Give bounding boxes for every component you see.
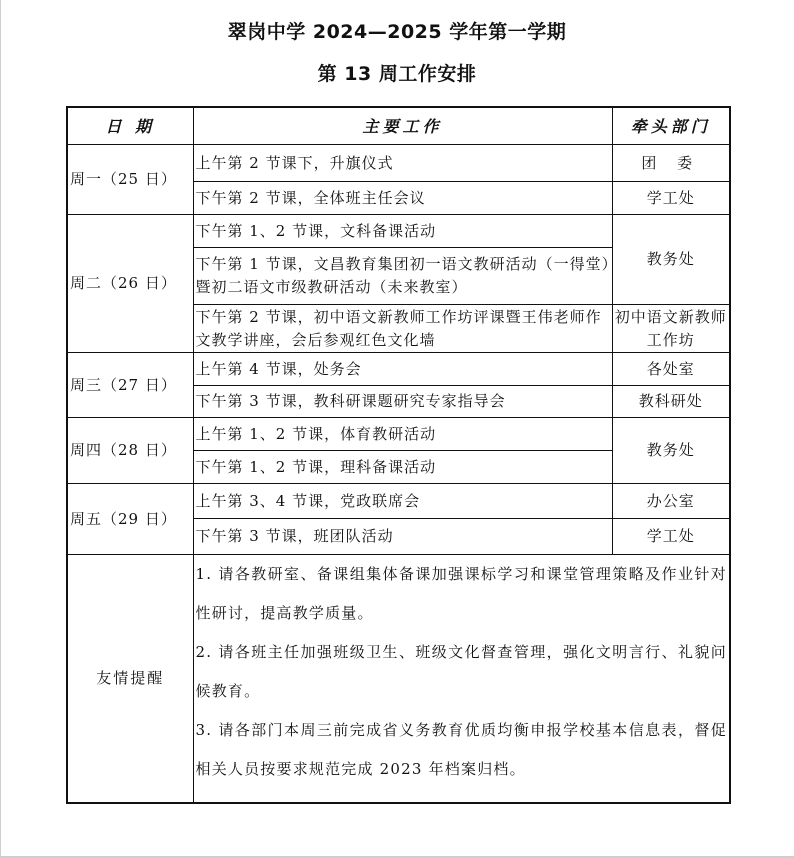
task-cell: 上午第 1、2 节课，体育教研活动 xyxy=(193,418,612,451)
task-cell: 下午第 2 节课，初中语文新教师工作坊评课暨王伟老师作文教学讲座，会后参观红色文化墙 xyxy=(193,305,612,353)
table-row xyxy=(67,418,730,451)
page-edge-left xyxy=(0,0,1,858)
reminder-content xyxy=(193,555,730,803)
reminder-row xyxy=(67,555,730,803)
header-row xyxy=(67,107,730,145)
task-cell: 下午第 1、2 节课，理科备课活动 xyxy=(193,451,612,484)
day-label-tuesday: 周二（26 日） xyxy=(67,215,193,353)
document-subtitle: 第 13 周工作安排 xyxy=(317,63,477,85)
table-row xyxy=(67,353,730,386)
task-cell: 上午第 4 节课，处务会 xyxy=(193,353,612,386)
header-lead-dept: 牵头部门 xyxy=(612,107,730,145)
dept-cell: 学工处 xyxy=(612,182,730,215)
header-main-work: 主要工作 xyxy=(193,107,612,145)
schedule-table xyxy=(66,106,731,804)
task-cell: 下午第 3 节课，班团队活动 xyxy=(193,519,612,555)
dept-cell: 各处室 xyxy=(612,353,730,386)
dept-cell: 团 委 xyxy=(612,145,730,182)
day-label-thursday: 周四（28 日） xyxy=(67,418,193,484)
table-row xyxy=(67,215,730,248)
task-cell: 下午第 1 节课，文昌教育集团初一语文教研活动（一得堂）暨初二语文市级教研活动（未来教室） xyxy=(193,248,612,305)
table-row xyxy=(67,145,730,182)
dept-cell: 教务处 xyxy=(612,418,730,484)
day-label-friday: 周五（29 日） xyxy=(67,484,193,555)
header-date: 日 期 xyxy=(67,107,193,145)
table-row xyxy=(67,484,730,519)
dept-cell: 学工处 xyxy=(612,519,730,555)
dept-cell: 初中语文新教师工作坊 xyxy=(612,305,730,353)
task-cell: 下午第 3 节课，教科研课题研究专家指导会 xyxy=(193,386,612,418)
task-cell: 上午第 3、4 节课，党政联席会 xyxy=(193,484,612,519)
task-cell: 下午第 2 节课，全体班主任会议 xyxy=(193,182,612,215)
reminder-item: 2. 请各班主任加强班级卫生、班级文化督查管理，强化文明言行、礼貌问候教育。 xyxy=(195,643,727,700)
task-cell: 上午第 2 节课下，升旗仪式 xyxy=(193,145,612,182)
day-label-monday: 周一（25 日） xyxy=(67,145,193,215)
document-title: 翠岗中学 2024—2025 学年第一学期 xyxy=(227,21,567,43)
dept-cell: 办公室 xyxy=(612,484,730,519)
reminder-item: 1. 请各教研室、备课组集体备课加强课标学习和课堂管理策略及作业针对性研讨，提高教学质量。 xyxy=(195,565,727,622)
task-cell: 下午第 1、2 节课，文科备课活动 xyxy=(193,215,612,248)
dept-cell: 教科研处 xyxy=(612,386,730,418)
day-label-wednesday: 周三（27 日） xyxy=(67,353,193,418)
reminder-label: 友情提醒 xyxy=(67,555,193,803)
reminder-item: 3. 请各部门本周三前完成省义务教育优质均衡申报学校基本信息表，督促相关人员按要求规范完成 2023 年档案归档。 xyxy=(195,721,727,778)
dept-cell: 教务处 xyxy=(612,215,730,305)
